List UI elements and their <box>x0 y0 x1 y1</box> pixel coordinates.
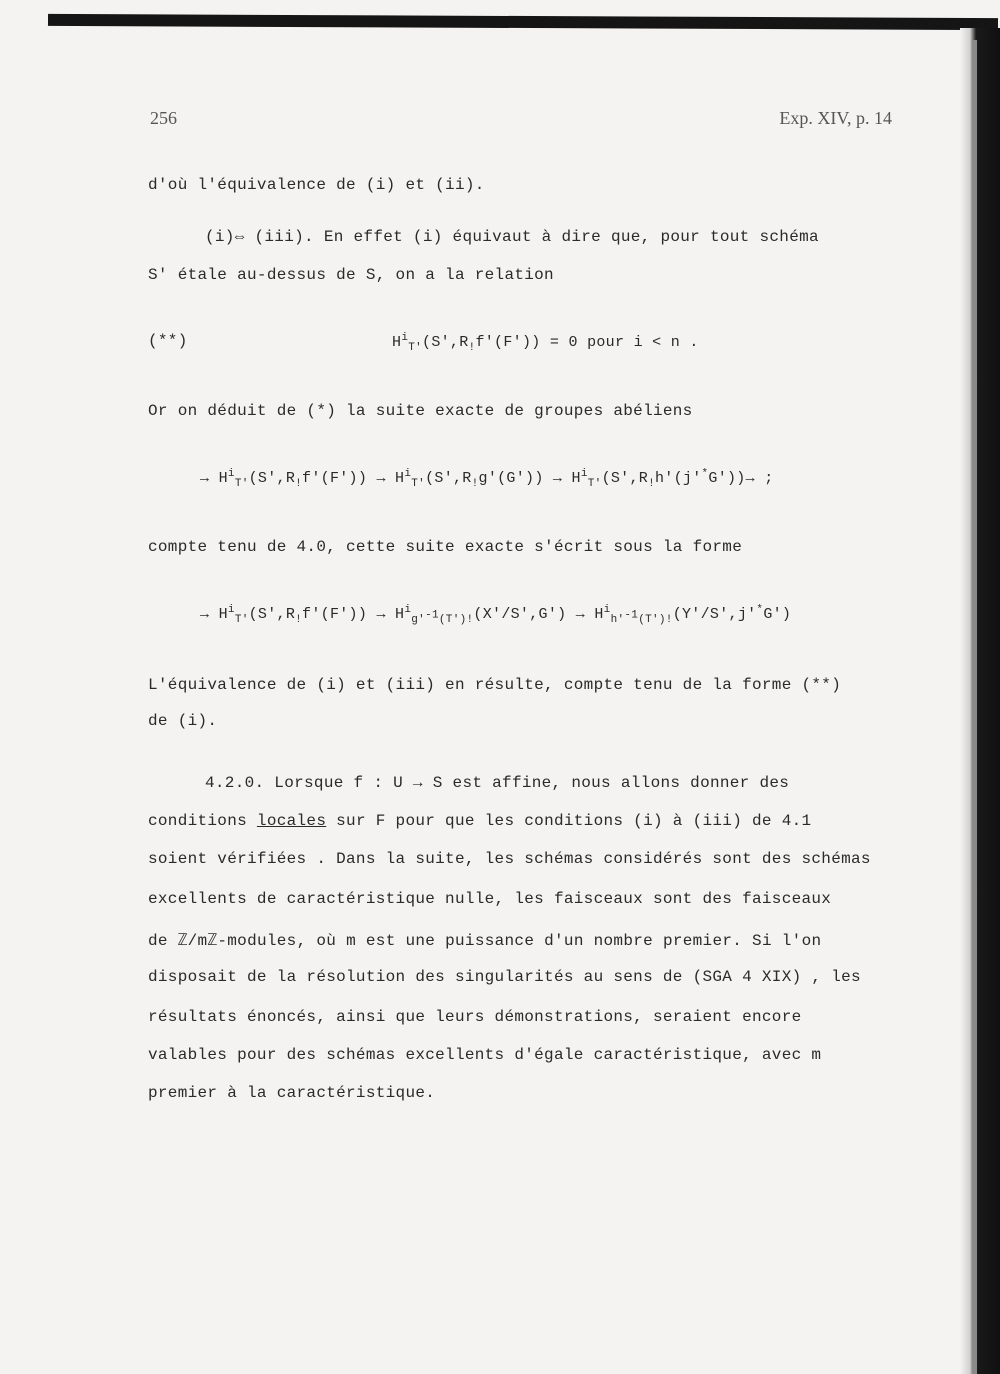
equation-tag: (**) <box>148 332 188 350</box>
paragraph-4-2-0-line-7: résultats énoncés, ainsi que leurs démonstrations, seraient encore <box>148 1008 802 1026</box>
text-line-2: (i)⇔ (iii). En effet (i) équivaut à dire que, pour tout schéma <box>205 228 819 246</box>
paragraph-4-2-0-line-4: excellents de caractéristique nulle, les faisceaux sont des faisceaux <box>148 890 832 908</box>
paragraph-4-2-0-line-3: soient vérifiées . Dans la suite, les schémas considérés sont des schémas <box>148 850 871 868</box>
page-header <box>150 108 892 129</box>
text-line-1: d'où l'équivalence de (i) et (ii). <box>148 176 485 194</box>
underlined-locales: locales <box>256 812 327 830</box>
text-line-5: compte tenu de 4.0, cette suite exacte s'écrit sous la forme <box>148 538 743 556</box>
paragraph-4-2-0-line-9: premier à la caractéristique. <box>148 1084 436 1102</box>
paragraph-4-2-0-line-5: de ℤ/mℤ-modules, où m est une puissance d'un nombre premier. Si l'on <box>148 932 822 950</box>
text-line-7: de (i). <box>148 712 218 730</box>
page-number: 256 <box>150 108 177 128</box>
text-line-6: L'équivalence de (i) et (iii) en résulte, compte tenu de la forme (**) <box>148 676 842 694</box>
scan-border-right <box>960 28 1000 1374</box>
paragraph-4-2-0-line-1: 4.2.0. Lorsque f : U → S est affine, nous allons donner des <box>205 774 790 792</box>
scan-border-right-edge <box>972 40 977 1374</box>
paragraph-4-2-0-line-8: valables pour des schémas excellents d'égale caractéristique, avec m <box>148 1046 822 1064</box>
text-line-3: S' étale au-dessus de S, on a la relation <box>148 266 554 284</box>
text-line-4: Or on déduit de (*) la suite exacte de groupes abéliens <box>148 402 693 420</box>
paragraph-4-2-0-line-6: disposait de la résolution des singularités au sens de (SGA 4 XIX) , les <box>148 968 861 986</box>
paragraph-4-2-0-line-2: conditions locales sur F pour que les conditions (i) à (iii) de 4.1 <box>148 812 812 830</box>
equation-relation: $H^i_{T'}(S',R_!f'(F')) = 0$ pour i < n . <box>392 332 699 354</box>
exact-sequence-1: → $H^i_{T'}(S',R_!f'(F')) \to H^i_{T'}(S',R_!g'(G')) \to H^i_{T'}(S',R_!h'(j'^*G'))\to$ ; <box>200 468 774 490</box>
exact-sequence-2: → $H^i_{T'}(S',R_!f'(F')) \to H^i_{g'^{-1}(T')!}(X'/S',G') \to H^i_{h'^{-1}(T')!}(Y'/S',j'^*G')$ <box>200 604 792 626</box>
running-title: Exp. XIV, p. 14 <box>779 108 892 128</box>
scan-border-top <box>48 14 998 30</box>
